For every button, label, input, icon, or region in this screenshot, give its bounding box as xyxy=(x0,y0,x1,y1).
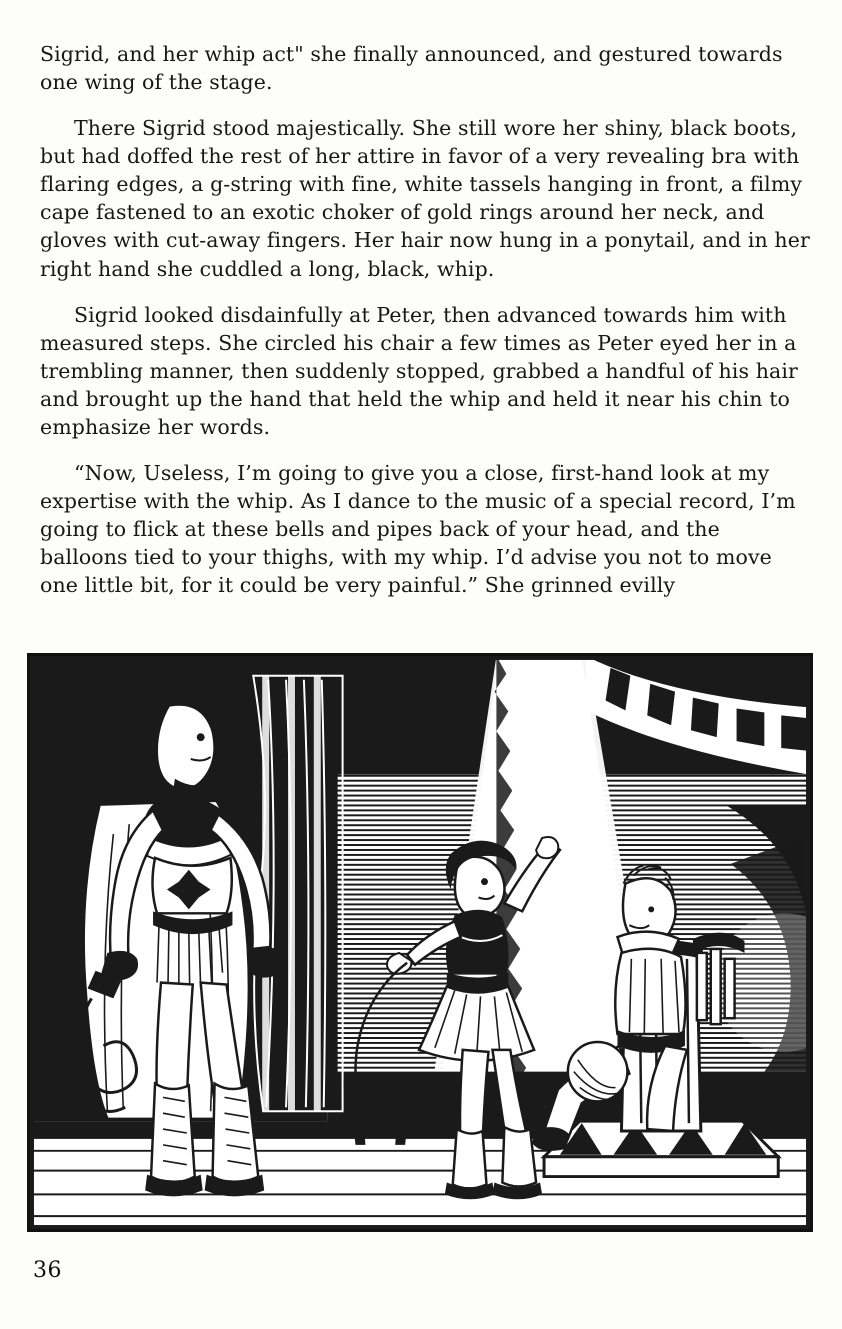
paragraph-1: Sigrid, and her whip act" she finally announced, and gestured towards one wing of the stage. xyxy=(40,42,783,95)
page-text-block xyxy=(40,40,810,617)
paragraph-3: Sigrid looked disdainfully at Peter, then advanced towards him with measured steps. She circled his chair a few times as Peter eyed her in a trembling manner, then suddenly stopped, grabbed a handful of his hair and brought up the hand that held the whip and held it near his chin to emphasize her words. xyxy=(40,302,798,439)
paragraph-2: There Sigrid stood majestically. She still wore her shiny, black boots, but had doffed the rest of her attire in favor of a very revealing bra with flaring edges, a g-string with fine, white tassels hanging in front, a filmy cape fastened to an exotic choker of gold rings around her neck, and gloves with cut-away fingers. Her hair now hung in a ponytail, and in her right hand she cuddled a long, black, whip. xyxy=(40,116,810,281)
illustration-panel xyxy=(27,653,813,1232)
page-number: 36 xyxy=(33,1258,62,1283)
paragraph-4: “Now, Useless, I’m going to give you a close, first-hand look at my expertise with the whip. As I dance to the music of a special record, I’m going to flick at these bells and pipes back of your head, and the balloons tied to your thighs, with my whip. I’d advise you not to move one little bit, for it could be very painful.” She grinned evilly xyxy=(40,461,796,598)
illustration-artwork xyxy=(30,656,810,1229)
